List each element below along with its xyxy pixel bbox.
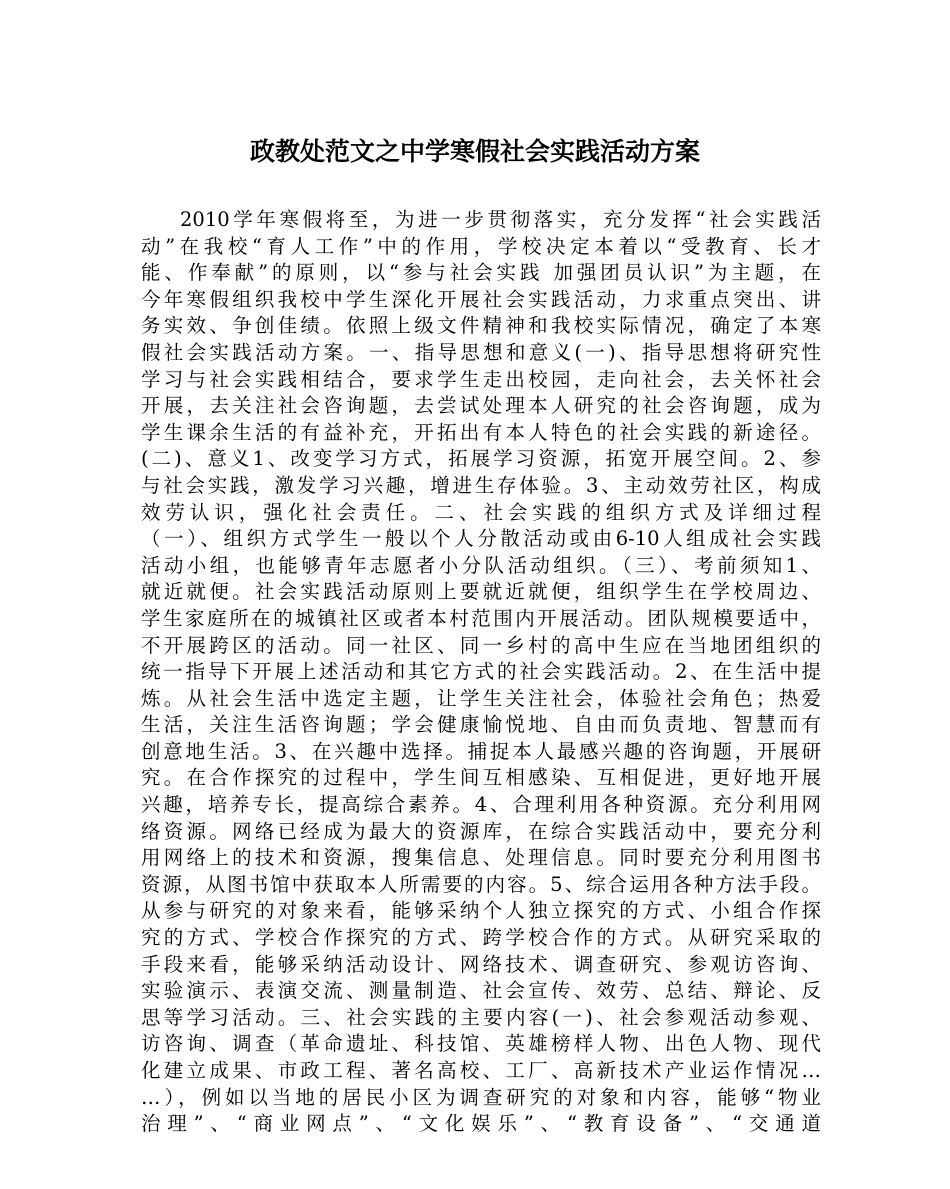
paragraph-line: 访咨询、调查（革命遗址、科技馆、英雄榜样人物、出色人物、现代 (141, 1032, 821, 1056)
paragraph-line: 学生课余生活的有益补充，开拓出有本人特色的社会实践的新途径。 (141, 420, 821, 444)
paragraph-line: 统一指导下开展上述活动和其它方式的社会实践活动。2、在生活中提 (141, 660, 821, 684)
paragraph-line: 2010学年寒假将至，为进一步贯彻落实，充分发挥“社会实践活 (180, 208, 821, 231)
paragraph-line: 资源，从图书馆中获取本人所需要的内容。5、综合运用各种方法手段。 (141, 872, 821, 896)
paragraph-line: 开展，去关注社会咨询题，去尝试处理本人研究的社会咨询题，成为 (141, 394, 821, 418)
paragraph-line: 究的方式、学校合作探究的方式、跨学校合作的方式。从研究采取的 (141, 926, 821, 950)
paragraph-line: 与社会实践，激发学习兴趣，增进生存体验。3、主动效劳社区，构成 (141, 473, 821, 497)
paragraph-line: 络资源。网络已经成为最大的资源库，在综合实践活动中，要充分利 (141, 819, 821, 843)
paragraph-line: 能、作奉献”的原则，以“参与社会实践 加强团员认识”为主题，在 (141, 261, 821, 285)
paragraph-line: 学生家庭所在的城镇社区或者本村范围内开展活动。团队规模要适中， (141, 606, 821, 630)
paragraph-line: (二)、意义1、改变学习方式，拓展学习资源，拓宽开展空间。2、参 (141, 447, 821, 471)
paragraph-line: 究。在合作探究的过程中，学生间互相感染、互相促进，更好地开展 (141, 766, 821, 790)
paragraph-line: 手段来看，能够采纳活动设计、网络技术、调查研究、参观访咨询、 (141, 952, 821, 976)
paragraph-line: 实验演示、表演交流、测量制造、社会宣传、效劳、总结、辩论、反 (141, 979, 821, 1003)
paragraph-line: 今年寒假组织我校中学生深化开展社会实践活动，力求重点突出、讲 (141, 287, 821, 311)
paragraph-line: 就近就便。社会实践活动原则上要就近就便，组织学生在学校周边、 (141, 580, 821, 604)
paragraph-line: 务实效、争创佳绩。依照上级文件精神和我校实际情况，确定了本寒 (141, 314, 821, 338)
paragraph-line: 创意地生活。3、在兴趣中选择。捕捉本人最感兴趣的咨询题，开展研 (141, 739, 821, 763)
paragraph-line: 活动小组，也能够青年志愿者小分队活动组织。（三）、考前须知1、 (141, 553, 821, 577)
paragraph-line: 生活，关注生活咨询题；学会健康愉悦地、自由而负责地、智慧而有 (141, 713, 821, 737)
document-body (141, 207, 821, 1138)
paragraph-line: 思等学习活动。三、社会实践的主要内容(一)、社会参观活动参观、 (141, 1005, 821, 1029)
paragraph-line: 用网络上的技术和资源，搜集信息、处理信息。同时要充分利用图书 (141, 846, 821, 870)
paragraph-line: 炼。从社会生活中选定主题，让学生关注社会，体验社会角色；热爱 (141, 686, 821, 710)
paragraph-line: 效劳认识，强化社会责任。二、社会实践的组织方式及详细过程 (141, 500, 821, 524)
paragraph-line: 从参与研究的对象来看，能够采纳个人独立探究的方式、小组合作探 (141, 899, 821, 923)
paragraph-line: 动”在我校“育人工作”中的作用，学校决定本着以“受教育、长才 (141, 234, 821, 258)
paragraph-line: 不开展跨区的活动。同一社区、同一乡村的高中生应在当地团组织的 (141, 633, 821, 657)
paragraph-line: …），例如以当地的居民小区为调查研究的对象和内容，能够“物业 (141, 1085, 821, 1109)
paragraph-line: 兴趣，培养专长，提高综合素养。4、合理利用各种资源。充分利用网 (141, 793, 821, 817)
paragraph-line: 治理”、“商业网点”、“文化娱乐”、“教育设备”、“交通道 (141, 1112, 821, 1136)
paragraph-line: 化建立成果、市政工程、著名高校、工厂、高新技术产业运作情况… (141, 1059, 821, 1082)
document-title: 政教处范文之中学寒假社会实践活动方案 (249, 137, 700, 166)
paragraph-line: （一）、组织方式学生一般以个人分散活动或由6-10人组成社会实践 (141, 527, 821, 551)
paragraph-line: 学习与社会实践相结合，要求学生走出校园，走向社会，去关怀社会 (141, 367, 821, 391)
paragraph-line: 假社会实践活动方案。一、指导思想和意义(一)、指导思想将研究性 (141, 340, 821, 364)
